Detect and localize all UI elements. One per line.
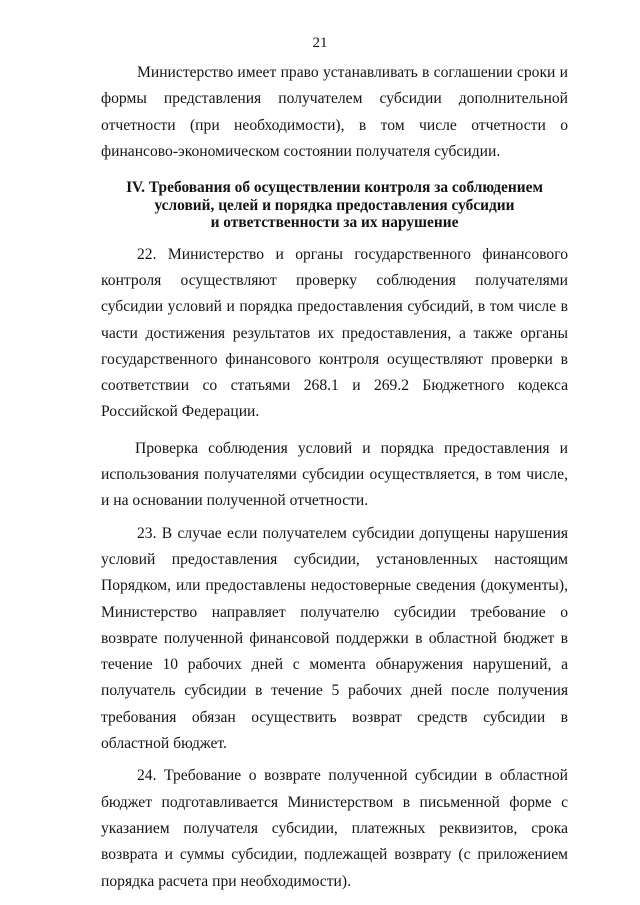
section-heading-line-3: и ответственности за их нарушение — [210, 214, 459, 232]
page-number: 21 — [312, 35, 328, 51]
paragraph-22: 22. Министерство и органы государственного финансового контроля осуществляют проверку соблюдения получателями субсидии условий и порядка предоставления субсидий, в том числе в части достижения результатов их предоставления, а также органы государственного финансового контроля осуществляют проверки в соответствии со статьями 268.1 и 269.2 Бюджетного кодекса Российской Федерации. — [101, 245, 568, 421]
intro-paragraph: Министерство имеет право устанавливать в соглашении сроки и формы представления получателем субсидии дополнительной отчетности (при необходимости), в том числе отчетности о финансово-экономическом состоянии получателя субсидии. — [101, 64, 568, 160]
paragraph-22-continuation: Проверка соблюдения условий и порядка предоставления и использования получателями субсидии осуществляется, в том числе, и на основании полученной отчетности. — [101, 439, 568, 510]
section-heading-line-2: условий, целей и порядка предоставления субсидии — [154, 196, 515, 214]
section-heading-line-1: IV. Требования об осуществлении контроля за соблюдением — [126, 179, 543, 197]
paragraph-24: 24. Требование о возврате полученной субсидии в областной бюджет подготавливается Министерством в письменной форме с указанием получателя субсидии, платежных реквизитов, срока возврата и суммы субсидии, подлежащей возврату (с приложением порядка расчета при необходимости). — [101, 767, 568, 890]
document-body — [101, 60, 568, 895]
paragraph-23: 23. В случае если получателем субсидии допущены нарушения условий предоставления субсидии, установленных настоящим Порядком, или предоставлены недостоверные сведения (документы), Министерство направляет получателю субсидии требование о возврате полученной финансовой поддержки в областной бюджет в течение 10 рабочих дней с момента обнаружения нарушений, а получатель субсидии в течение 5 рабочих дней после получения требования обязан осуществить возврат средств субсидии в областной бюджет. — [101, 524, 568, 753]
section-heading — [101, 179, 568, 232]
